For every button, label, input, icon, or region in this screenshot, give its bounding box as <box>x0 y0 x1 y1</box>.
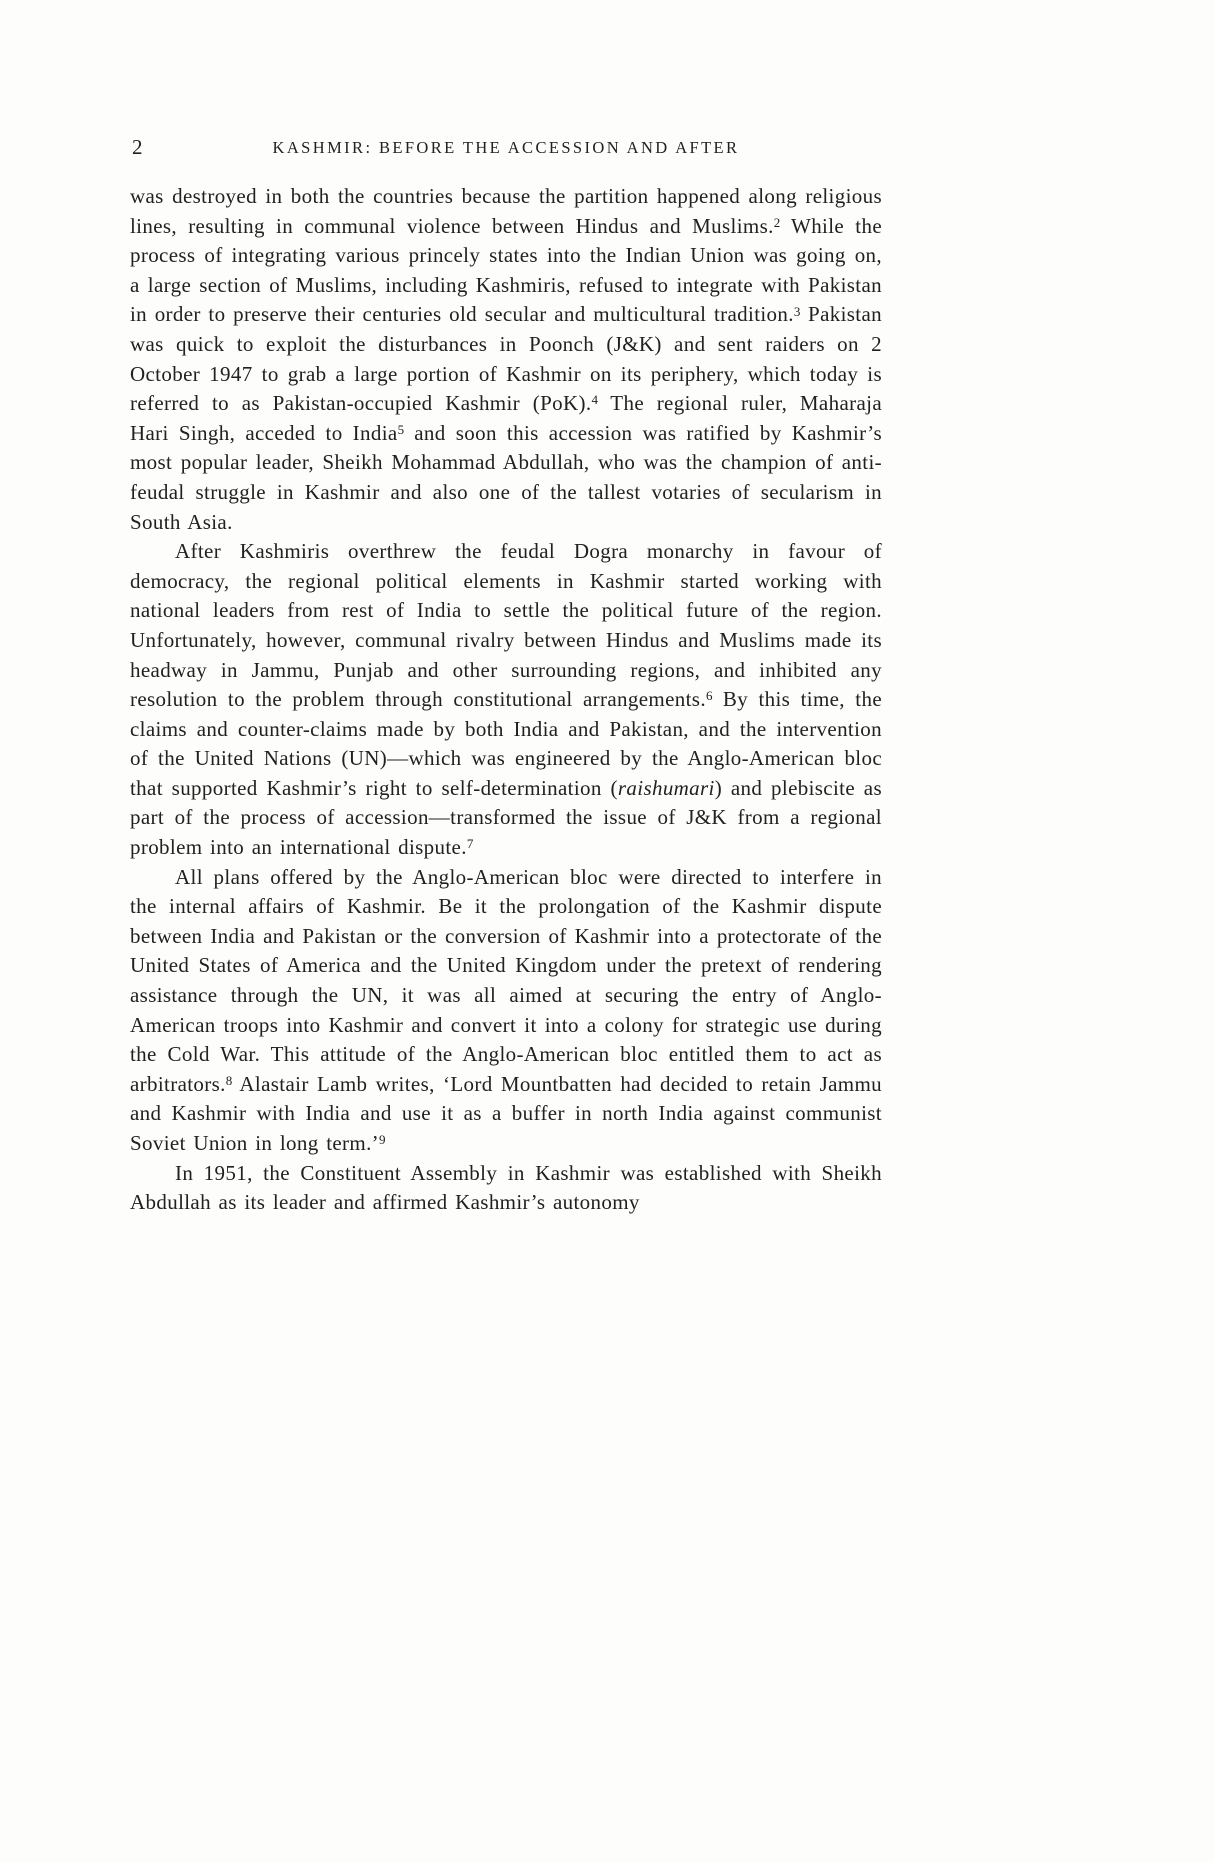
italic-term: raishumari <box>617 775 715 800</box>
running-title: KASHMIR: BEFORE THE ACCESSION AND AFTER <box>272 138 740 157</box>
footnote-ref: 2 <box>773 214 781 230</box>
text-run: In 1951, the Constituent Assembly in Kashmir was established with Sheikh Abdullah as its leader and affirmed Kashmir’s autonomy <box>130 1160 882 1215</box>
body-text <box>130 182 882 1218</box>
text-run: Pakistan was quick to exploit the disturbances in Poonch (J&K) and sent raiders on 2 October 1947 to grab a large portion of Kashmir on its periphery, which today is referred to as Pakistan-occupied Kashmir (PoK). <box>130 302 883 416</box>
text-run: While the process of integrating various princely states into the Indian Union was going on, a large section of Muslims, including Kashmiris, refused to integrate with Pakistan in order to preserve their centuries old secular and multicultural tradition. <box>130 213 882 327</box>
paragraph <box>130 1159 882 1218</box>
text-run: Alastair Lamb writes, ‘Lord Mountbatten had decided to retain Jammu and Kashmir with India and use it as a buffer in north India against communist Soviet Union in long term.’ <box>130 1071 882 1155</box>
text-run: After Kashmiris overthrew the feudal Dogra monarchy in favour of democracy, the regional political elements in Kashmir started working with national leaders from rest of India to settle the political future of the region. Unfortunately, however, communal rivalry between Hindus and Muslims made its headway in Jammu, Punjab and other surrounding regions, and inhibited any resolution to the problem through constitutional arrangements. <box>130 539 882 712</box>
page-header <box>130 134 882 160</box>
paragraph <box>130 537 882 863</box>
text-run: and soon this accession was ratified by Kashmir’s most popular leader, Sheikh Mohammad Abdullah, who was the champion of anti-feudal struggle in Kashmir and also one of the tallest votaries of secularism in South Asia. <box>130 420 882 534</box>
footnote-ref: 3 <box>793 303 801 319</box>
text-run: The regional ruler, Maharaja Hari Singh, acceded to India <box>130 391 882 445</box>
text-run: ) and plebiscite as part of the process of accession—transformed the issue of J&K from a regional problem into an international dispute. <box>130 775 882 860</box>
paragraph <box>130 863 882 1159</box>
text-block <box>130 134 882 1218</box>
footnote-ref: 7 <box>466 836 474 852</box>
text-run: was destroyed in both the countries because the partition happened along religious lines, resulting in communal violence between Hindus and Muslims. <box>130 184 882 238</box>
footnote-ref: 9 <box>379 1132 386 1148</box>
footnote-ref: 8 <box>225 1072 233 1088</box>
page-number: 2 <box>132 135 143 159</box>
paragraph <box>130 182 882 537</box>
text-run: By this time, the claims and counter-claims made by both India and Pakistan, and the intervention of the United Nations (UN)—which was engineered by the Anglo-American bloc that supported Kashmir’s right to self-determination ( <box>130 687 882 800</box>
footnote-ref: 4 <box>591 392 598 408</box>
text-run: All plans offered by the Anglo-American bloc were directed to interfere in the internal affairs of Kashmir. Be it the prolongation of the Kashmir dispute between India and Pakistan or the conversion of Kashmir into a protectorate of the United States of America and the United Kingdom under the pretext of rendering assistance through the UN, it was all aimed at securing the entry of Anglo-American troops into Kashmir and convert it into a colony for strategic use during the Cold War. This attitude of the Anglo-American bloc entitled them to act as arbitrators. <box>130 864 882 1096</box>
footnote-ref: 5 <box>397 421 405 437</box>
footnote-ref: 6 <box>705 688 713 704</box>
